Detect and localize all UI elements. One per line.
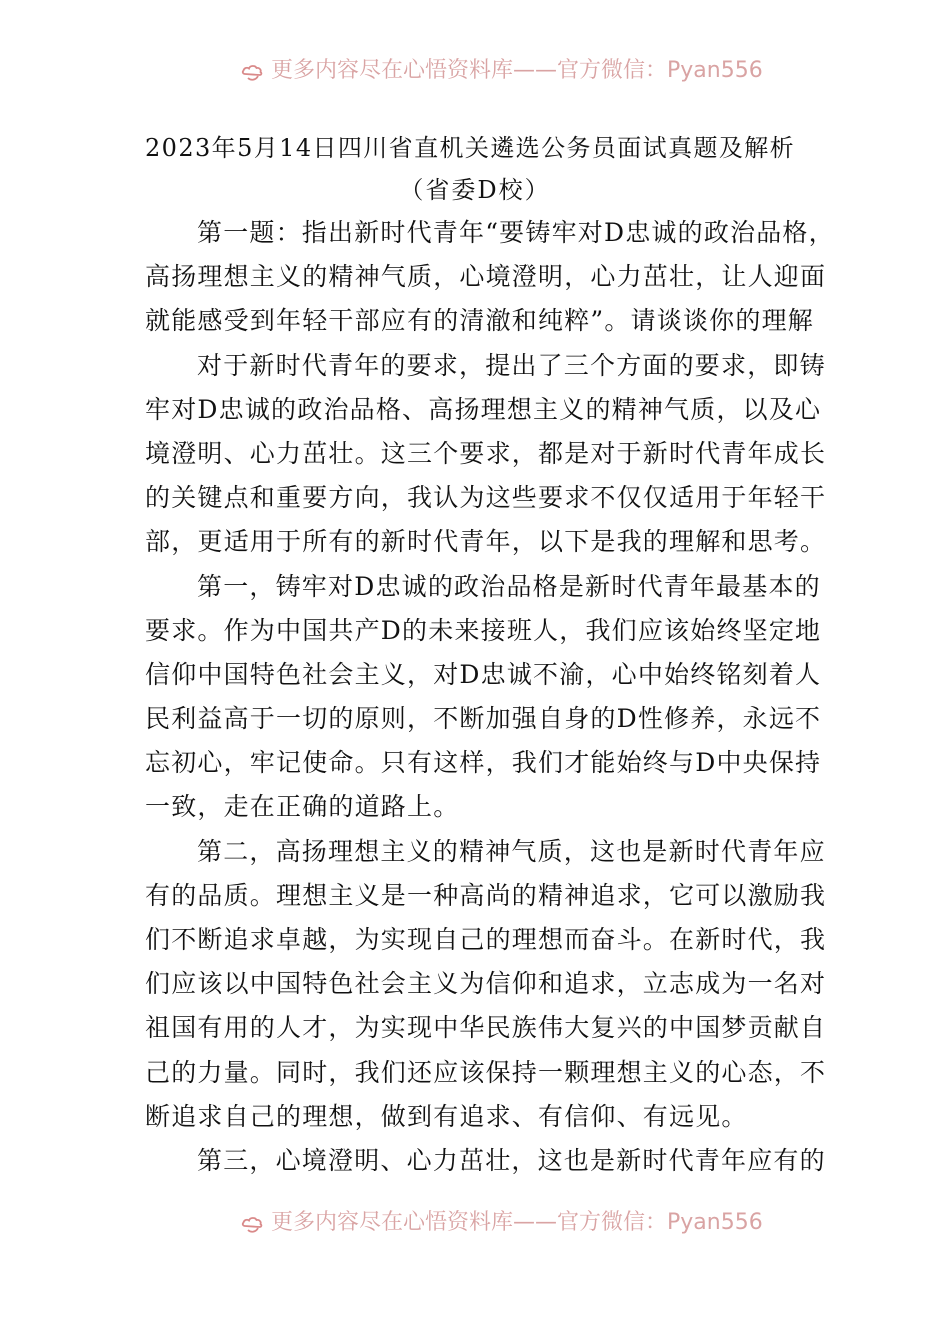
page-subtitle: （省委D校）	[399, 176, 551, 204]
text-line: 们不断追求卓越，为实现自己的理想而奋斗。在新时代，我	[145, 925, 827, 954]
cloud-logo-icon	[241, 1211, 265, 1235]
header-watermark	[0, 54, 950, 84]
watermark-text: 更多内容尽在心悟资料库——官方微信：Pyan556	[271, 58, 763, 83]
paragraph-intro	[145, 344, 827, 565]
text-line: 祖国有用的人才，为实现中华民族伟大复兴的中国梦贡献自	[145, 1013, 827, 1043]
text-line: 民利益高于一切的原则，不断加强自身的D性修养，永远不	[145, 704, 822, 734]
watermark-text: 更多内容尽在心悟资料库——官方微信：Pyan556	[271, 1210, 763, 1235]
text-line: 部，更适用于所有的新时代青年，以下是我的理解和思考。	[145, 527, 827, 557]
paragraph-question	[145, 211, 835, 344]
text-line: 己的力量。同时，我们还应该保持一颗理想主义的心态，不	[145, 1057, 827, 1087]
text-line: 就能感受到年轻干部应有的清澈和纯粹”。请谈谈你的理解	[145, 306, 814, 336]
text-line: 第一题：指出新时代青年“要铸牢对D忠诚的政治品格，	[197, 218, 835, 247]
text-line: 忘初心，牢记使命。只有这样，我们才能始终与D中央保持	[145, 748, 822, 778]
paragraph-point-two	[145, 830, 827, 1139]
text-line: 们应该以中国特色社会主义为信仰和追求，立志成为一名对	[145, 969, 827, 999]
page-title: 2023年5月14日四川省直机关遴选公务员面试真题及解析	[145, 134, 796, 162]
paragraph-point-one	[145, 565, 822, 830]
text-line: 信仰中国特色社会主义，对D忠诚不渝，心中始终铭刻着人	[145, 659, 822, 689]
footer-watermark	[0, 1208, 950, 1238]
text-line: 高扬理想主义的精神气质，心境澄明，心力茁壮，让人迎面	[145, 262, 827, 292]
text-line: 第一，铸牢对D忠诚的政治品格是新时代青年最基本的	[197, 571, 821, 601]
document-body	[145, 211, 835, 1183]
text-line: 有的品质。理想主义是一种高尚的精神追求，它可以激励我	[145, 880, 827, 910]
text-line: 第三，心境澄明、心力茁壮，这也是新时代青年应有的	[197, 1145, 826, 1175]
paragraph-point-three	[145, 1139, 826, 1183]
text-line: 牢对D忠诚的政治品格、高扬理想主义的精神气质，以及心	[145, 394, 822, 424]
text-line: 要求。作为中国共产D的未来接班人，我们应该始终坚定地	[145, 615, 822, 645]
text-line: 对于新时代青年的要求，提出了三个方面的要求，即铸	[197, 350, 826, 380]
text-line: 一致，走在正确的道路上。	[145, 792, 460, 822]
text-line: 境澄明、心力茁壮。这三个要求，都是对于新时代青年成长	[145, 438, 827, 468]
cloud-logo-icon	[241, 59, 265, 83]
text-line: 第二，高扬理想主义的精神气质，这也是新时代青年应	[197, 836, 826, 866]
text-line: 的关键点和重要方向，我认为这些要求不仅仅适用于年轻干	[145, 483, 827, 513]
text-line: 断追求自己的理想，做到有追求、有信仰、有远见。	[145, 1101, 748, 1131]
